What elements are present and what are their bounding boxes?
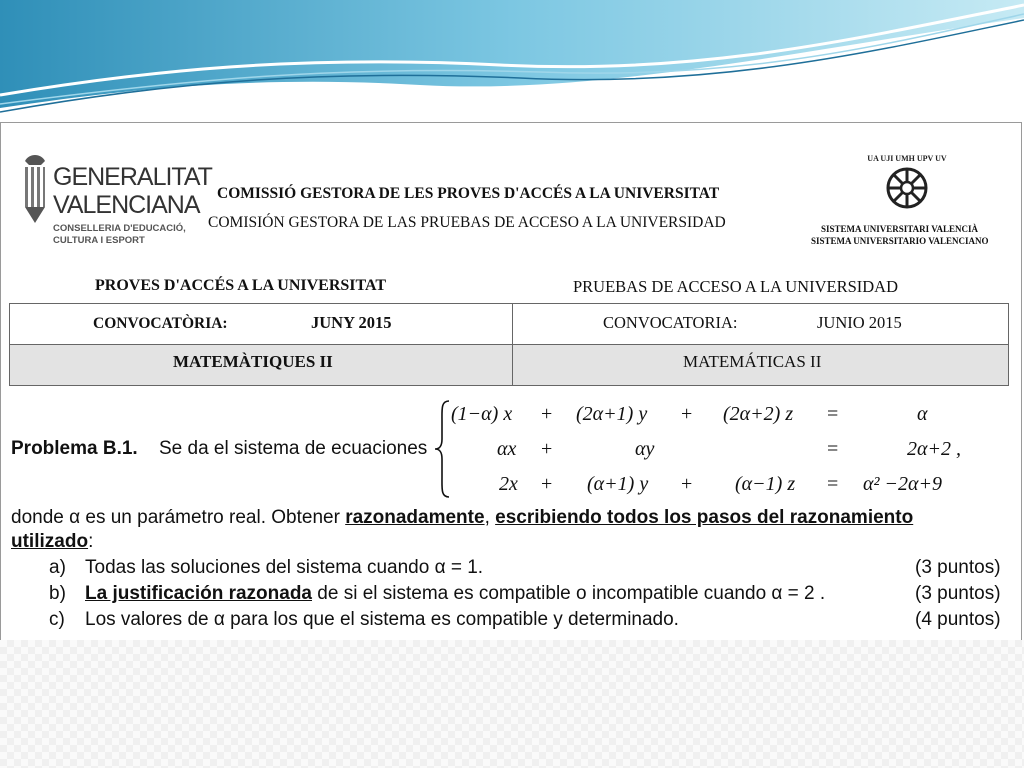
problem-label: Problema B.1. bbox=[11, 438, 138, 459]
eq3-term-y: (α+1) y bbox=[587, 473, 649, 495]
instructions-line2 bbox=[11, 531, 93, 553]
item-a-text: Todas las soluciones del sistema cuando α = 1. bbox=[85, 557, 484, 578]
conselleria-line1: CONSELLERIA D'EDUCACIÓ, bbox=[53, 223, 186, 234]
sistema-universitario-logo-icon bbox=[867, 151, 947, 225]
item-c-text: Los valores de α para los que el sistema es compatible y determinado. bbox=[85, 609, 679, 630]
generalitat-name-line2: VALENCIANA bbox=[53, 191, 200, 219]
eq1-equals: = bbox=[827, 403, 839, 425]
eq1-plus2: + bbox=[681, 403, 693, 425]
subject-valencian: MATEMÀTIQUES II bbox=[173, 352, 333, 371]
exam-title-spanish: PRUEBAS DE ACCESO A LA UNIVERSIDAD bbox=[573, 277, 899, 296]
instructions-emphasis-3: utilizado bbox=[11, 531, 89, 552]
convocatoria-value-valencian: JUNY 2015 bbox=[311, 313, 392, 332]
instructions-comma: , bbox=[484, 507, 496, 528]
background-pattern bbox=[0, 640, 1024, 768]
subject-spanish: MATEMÁTICAS II bbox=[683, 352, 822, 371]
subject-row bbox=[10, 345, 1008, 385]
eq2-rhs: 2α+2 , bbox=[907, 438, 961, 460]
eq1-plus1: + bbox=[541, 403, 553, 425]
item-b-line bbox=[85, 583, 825, 605]
instructions-line1 bbox=[11, 507, 913, 529]
convocatoria-label-spanish: CONVOCATORIA: bbox=[603, 313, 738, 332]
eq2-plus1: + bbox=[541, 438, 553, 460]
eq3-term-x: 2x bbox=[499, 473, 518, 495]
eq2-term-x: αx bbox=[497, 438, 517, 460]
eq3-rhs: α² −2α+9 bbox=[863, 473, 942, 495]
eq1-term-y: (2α+1) y bbox=[576, 403, 648, 425]
eq2-equals: = bbox=[827, 438, 839, 460]
instructions-colon: : bbox=[88, 531, 94, 552]
instructions-emphasis-1: razonadamente bbox=[345, 507, 485, 528]
eq1-term-z: (2α+2) z bbox=[723, 403, 794, 425]
exam-document bbox=[0, 122, 1022, 641]
eq3-term-z: (α−1) z bbox=[735, 473, 796, 495]
generalitat-crest-icon bbox=[19, 153, 51, 225]
item-c-points: (4 puntos) bbox=[915, 609, 1001, 630]
header-wave-decoration bbox=[0, 0, 1024, 120]
system-brace-icon bbox=[433, 399, 451, 499]
suv-name-spanish: SISTEMA UNIVERSITARIO VALENCIANO bbox=[811, 236, 989, 246]
item-b-emphasis: La justificación razonada bbox=[85, 583, 312, 604]
exam-title-valencian: PROVES D'ACCÉS A LA UNIVERSITAT bbox=[95, 277, 387, 294]
item-a-letter: a) bbox=[49, 557, 66, 578]
conselleria-line2: CULTURA I ESPORT bbox=[53, 235, 145, 246]
item-b-points: (3 puntos) bbox=[915, 583, 1001, 604]
eq3-plus2: + bbox=[681, 473, 693, 495]
item-c-letter: c) bbox=[49, 609, 65, 630]
eq2-term-y: αy bbox=[635, 438, 655, 460]
suv-name-valencian: SISTEMA UNIVERSITARI VALENCIÀ bbox=[821, 224, 979, 234]
commission-title-valencian: COMISSIÓ GESTORA DE LES PROVES D'ACCÉS A LA UNIVERSITAT bbox=[217, 185, 720, 202]
instructions-text: donde α es un parámetro real. Obtener bbox=[11, 507, 346, 528]
eq1-rhs: α bbox=[917, 403, 928, 425]
item-a-points: (3 puntos) bbox=[915, 557, 1001, 578]
item-b-letter: b) bbox=[49, 583, 66, 604]
item-b-text: de si el sistema es compatible o incompatible cuando α = 2 . bbox=[312, 583, 826, 604]
convocatoria-label-valencian: CONVOCATÒRIA: bbox=[93, 315, 228, 332]
problem-intro: Se da el sistema de ecuaciones bbox=[159, 438, 428, 459]
commission-title-spanish: COMISIÓN GESTORA DE LAS PRUEBAS DE ACCESO A LA UNIVERSIDAD bbox=[208, 214, 726, 231]
suv-ring-text: UA UJI UMH UPV UV bbox=[867, 154, 947, 163]
eq3-equals: = bbox=[827, 473, 839, 495]
eq3-plus1: + bbox=[541, 473, 553, 495]
table-divider bbox=[512, 304, 513, 385]
eq1-term-x: (1−α) x bbox=[451, 403, 513, 425]
generalitat-name-line1: GENERALITAT bbox=[53, 163, 212, 191]
instructions-emphasis-2: escribiendo todos los pasos del razonamiento bbox=[495, 507, 914, 528]
convocatoria-value-spanish: JUNIO 2015 bbox=[817, 313, 902, 332]
